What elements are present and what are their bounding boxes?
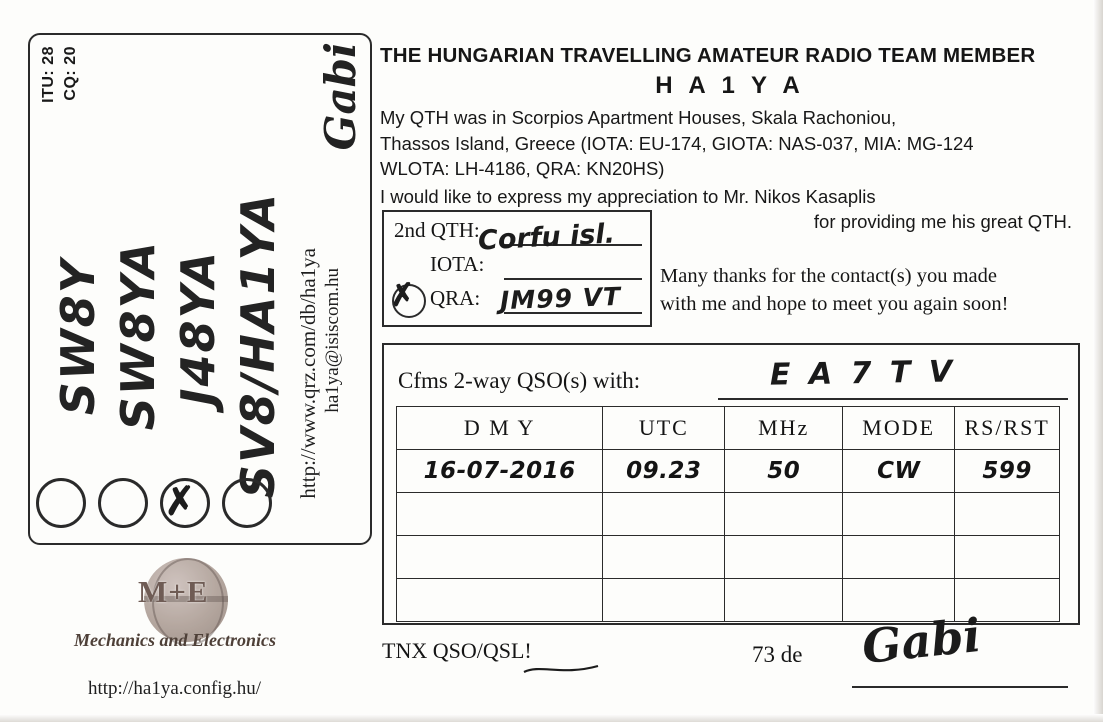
qra-label: QRA: xyxy=(430,286,481,310)
cell-mhz xyxy=(725,579,843,622)
scan-edge-right xyxy=(1093,0,1103,722)
column-header-rsrst: RS/RST xyxy=(955,407,1060,450)
table-row xyxy=(397,493,1060,536)
page-title: THE HUNGARIAN TRAVELLING AMATEUR RADIO TEAM MEMBER xyxy=(380,44,1036,67)
cq-zone-label: CQ: 20 xyxy=(62,46,79,101)
thanks-block xyxy=(660,262,1080,318)
cell-dmy: 16-07-2016 xyxy=(397,450,603,493)
cell-utc xyxy=(603,536,725,579)
callsign-checkbox-2[interactable] xyxy=(98,478,198,528)
cell-dmy xyxy=(397,579,603,622)
de73-label: 73 de xyxy=(752,642,803,667)
cell-mhz: 50 xyxy=(725,450,843,493)
callsign-checkbox-1[interactable] xyxy=(36,478,86,528)
homepage-url[interactable]: http://ha1ya.config.hu/ xyxy=(88,678,262,699)
cell-utc xyxy=(603,579,725,622)
check-x-icon: ✗ xyxy=(162,479,198,525)
cell-utc xyxy=(603,493,725,536)
description-line: I would like to express my appreciation to Mr. Nikos Kasaplis xyxy=(380,185,876,207)
iota-rule xyxy=(504,278,642,280)
tnx-label: TNX QSO/QSL! xyxy=(382,638,532,663)
callsign-item: J48YA xyxy=(171,250,225,406)
callsign-list xyxy=(45,180,295,499)
table-header-row xyxy=(397,407,1060,450)
description-line: My QTH was in Scorpios Apartment Houses, Skala Rachoniou, xyxy=(380,107,897,128)
cell-dmy xyxy=(397,536,603,579)
cell-rsrst xyxy=(955,536,1060,579)
cell-rsrst xyxy=(955,493,1060,536)
thanks-line: Many thanks for the contact(s) you made xyxy=(660,265,998,287)
qrz-link[interactable]: http://www.qrz.com/db/ha1ya xyxy=(296,248,320,499)
cell-mode xyxy=(843,493,955,536)
header-callsign: H A 1 Y A xyxy=(655,72,805,99)
description-line: Thassos Island, Greece (IOTA: EU-174, GIOTA: NAS-037, MIA: MG-124 xyxy=(380,132,974,154)
cell-mhz xyxy=(725,493,843,536)
itu-zone-label: ITU: 28 xyxy=(40,46,57,103)
cell-mode xyxy=(843,536,955,579)
description-line: for providing me his great QTH. xyxy=(813,211,1072,232)
column-header-dmy: D M Y xyxy=(397,407,603,450)
callsign-item: SV8/HA1YA xyxy=(231,192,285,499)
scan-edge-bottom xyxy=(0,714,1103,722)
callsign-item: SW8Y xyxy=(51,258,105,416)
cell-rsrst: 599 xyxy=(955,450,1060,493)
table-row xyxy=(397,450,1060,493)
cell-utc: 09.23 xyxy=(603,450,725,493)
logo-caption: Mechanics and Electronics xyxy=(74,630,277,650)
cell-mode: CW xyxy=(843,450,955,493)
iota-label: IOTA: xyxy=(430,252,485,276)
email-address[interactable]: ha1ya@isiscom.hu xyxy=(322,268,343,413)
qra-value: JM99 VT xyxy=(499,281,622,316)
table-row xyxy=(397,536,1060,579)
description-line: WLOTA: LH-4186, QRA: KN20HS) xyxy=(380,158,665,179)
second-qth-label: 2nd QTH: xyxy=(394,218,480,242)
logo-text: M+E xyxy=(138,574,209,609)
thanks-line: with me and hope to meet you again soon! xyxy=(660,293,1009,315)
qra-check-x-icon: ✗ xyxy=(388,277,417,314)
worked-callsign-rule xyxy=(718,398,1068,400)
cell-mhz xyxy=(725,536,843,579)
callsign-checkbox-4[interactable] xyxy=(222,478,272,528)
qso-table xyxy=(396,406,1060,622)
worked-callsign-value: E A 7 T V xyxy=(769,354,957,393)
operator-name: Gabi xyxy=(316,42,365,151)
second-qth-value: Corfu isl. xyxy=(477,218,616,257)
callsign-checkbox-group[interactable] xyxy=(36,478,296,530)
signature: Gabi xyxy=(859,607,984,675)
column-header-utc: UTC xyxy=(603,407,725,450)
cell-dmy xyxy=(397,493,603,536)
column-header-mhz: MHz xyxy=(725,407,843,450)
column-header-mode: MODE xyxy=(843,407,955,450)
cfms-label: Cfms 2-way QSO(s) with: xyxy=(398,368,641,393)
tnx-underline-scribble xyxy=(522,662,600,676)
callsign-item: SW8YA xyxy=(111,240,165,431)
callsign-checkbox-3[interactable] xyxy=(160,478,210,528)
signature-rule xyxy=(852,686,1068,688)
